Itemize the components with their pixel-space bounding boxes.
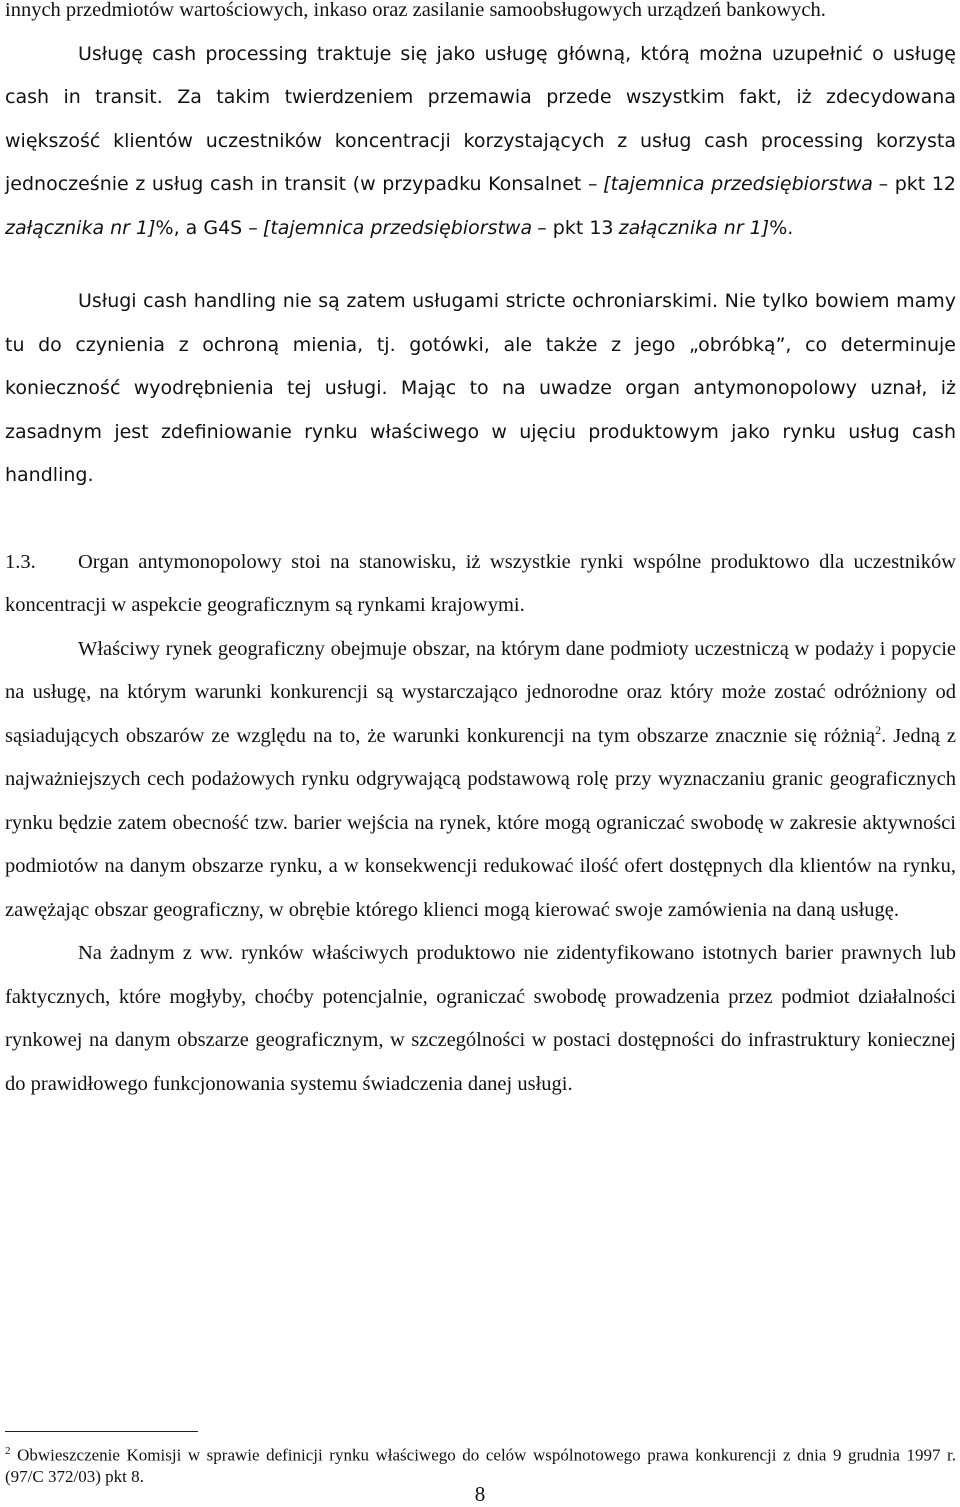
paragraph-2-italic-3: [tajemnica przedsiębiorstwa (262, 216, 533, 239)
paragraph-2-text-c: %, a G4S – (155, 216, 258, 239)
paragraph-4-text: Organ antymonopolowy stoi na stanowisku, iż wszystkie rynki wspólne produktowo dla uczestników koncentracji w aspekcie geograficznym są rynkami krajowymi. (5, 550, 956, 616)
paragraph-2-text-e: %. (769, 216, 794, 239)
footnote-text: Obwieszczenie Komisji w sprawie definicji rynku właściwego do celów wspólnotowego prawa konkurencji z dnia 9 grudnia 1997 r. (97/C 372/03) pkt 8. (5, 1445, 957, 1486)
paragraph-2-text-d: – pkt 13 (537, 216, 614, 239)
paragraph-2-italic-4: załącznika nr 1] (618, 216, 770, 239)
paragraph-2-text-a: Usługę cash processing traktuje się jako usługę główną, którą można uzupełnić o usługę cash in transit. Za takim twierdzeniem przemawia przede wszystkim fakt, iż zdecydowana większość klientów uczestników koncentracji korzystających z usług cash processing korzysta jednocześnie z usług cash in transit (w przypadku Konsalnet – (5, 42, 956, 195)
paragraph-2-text-b: – pkt 12 (878, 173, 957, 195)
paragraph-6: Na żadnym z ww. rynków właściwych produktowo nie zidentyfikowano istotnych barier prawnych lub faktycznych, które mogłyby, choćby potencjalnie, ograniczać swobodę prowadzenia przez podmiot działalności rynkowej na danym obszarze geograficznym, w szczególności w postaci dostępności do infrastruktury koniecznej do prawidłowego funkcjonowania systemu świadczenia danej usługi. (5, 942, 956, 1095)
paragraph-5-text-a: Właściwy rynek geograficzny obejmuje obszar, na którym dane podmioty uczestniczą w podaży i popycie na usługę, na którym warunki konkurencji są wystarczająco jednorodne oraz który może zostać odróżniony od sąsiadujących obszarów ze względu na to, że warunki konkurencji na tym obszarze znacznie się różnią (5, 637, 956, 747)
paragraph-5-text-b: . Jedną z najważniejszych cech podażowych rynku odgrywającą podstawową rolę przy wyznaczaniu granic geograficznych rynku będzie zatem obecność tzw. barier wejścia na rynek, które mogą ograniczać swobodę w zakresie aktywności podmiotów na danym obszarze rynku, a w konsekwencji redukować ilość ofert dostępnych dla klientów na rynku, zawężając obszar geograficzny, w obrębie którego klienci mogą kierować swoje zamówienia na daną usługę. (5, 724, 957, 921)
footnote (5, 1441, 956, 1487)
paragraph-5 (5, 628, 956, 933)
paragraph-2-italic-1: [tajemnica przedsiębiorstwa (603, 173, 873, 195)
paragraph-3-text: Usługi cash handling nie są zatem usługami stricte ochroniarskimi. Nie tylko bowiem mamy tu do czynienia z ochroną mienia, tj. gotówki, ale także z jego „obróbką”, co determinuje konieczność wyodrębnienia tej usługi. Mając to na uwadze organ antymonopolowy uznał, iż zasadnym jest zdefiniowanie rynku właściwego w ujęciu produktowym jako rynku usług cash handling. (5, 290, 956, 486)
footnote-separator (5, 1431, 198, 1432)
paragraph-4 (5, 541, 956, 628)
paragraph-2 (5, 33, 956, 251)
section-number: 1.3. (5, 550, 36, 573)
paragraph-2-italic-2: załącznika nr 1] (5, 216, 156, 239)
paragraph-1: innych przedmiotów wartościowych, inkaso oraz zasilanie samoobsługowych urządzeń bankowych. (5, 0, 826, 21)
footnote-reference: 2 (875, 722, 882, 737)
footnote-marker: 2 (5, 1445, 11, 1457)
page-number: 8 (474, 1482, 486, 1506)
paragraph-3 (5, 280, 956, 498)
document-page (5, 0, 956, 1106)
